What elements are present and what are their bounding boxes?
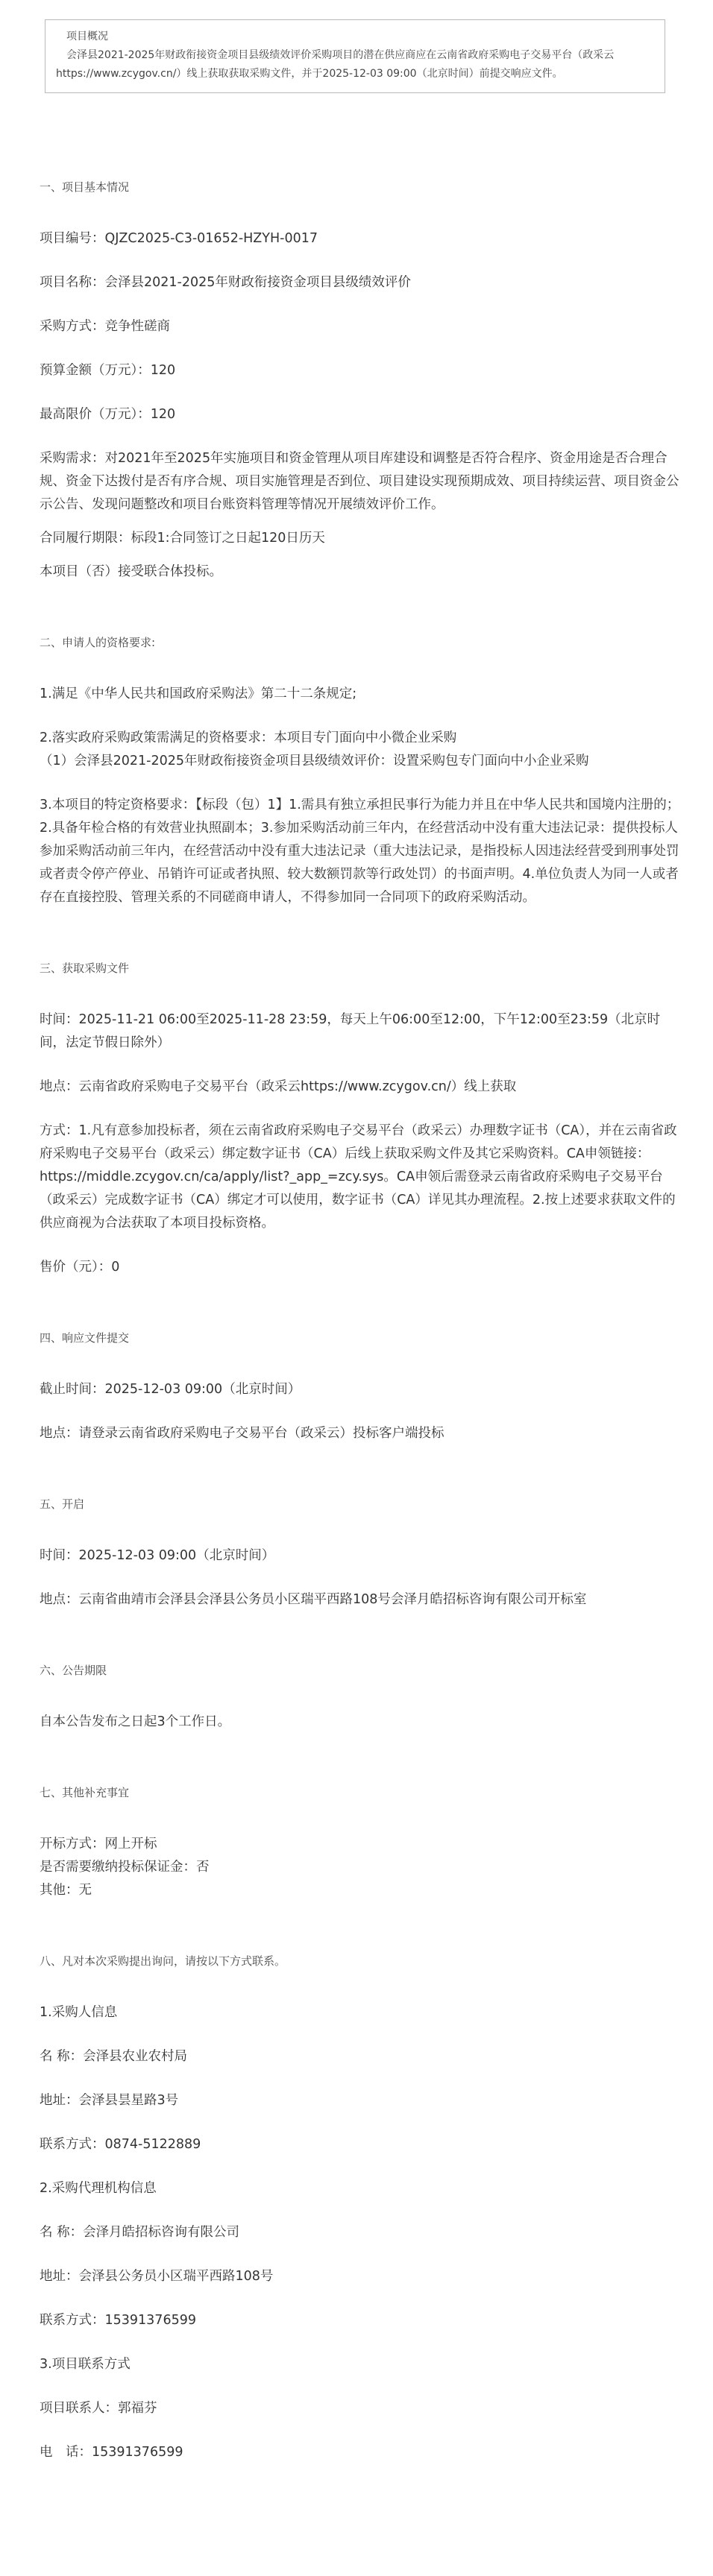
submission-place: 地点：请登录云南省政府采购电子交易平台（政采云）投标客户端投标	[40, 1426, 445, 1441]
buyer-name: 名 称：会泽县农业农村局	[40, 2049, 188, 2064]
procurement-method: 采购方式：竞争性磋商	[40, 319, 170, 334]
agent-info-heading: 2.采购代理机构信息	[40, 2181, 157, 2196]
section-heading-obtain-docs: 三、获取采购文件	[40, 962, 130, 975]
agent-phone: 联系方式：15391376599	[40, 2313, 196, 2328]
max-price: 最高限价（万元）：120	[40, 407, 176, 422]
other-matters: 其他：无	[40, 1883, 92, 1898]
obtain-place: 地点：云南省政府采购电子交易平台（政采云https://www.zcygov.cn/）线上获取	[40, 1079, 517, 1094]
budget-amount: 预算金额（万元）：120	[40, 363, 176, 378]
agent-name: 名 称：会泽月皓招标咨询有限公司	[40, 2225, 240, 2240]
qualification-2-item: （1）会泽县2021-2025年财政衔接资金项目县级绩效评价：设置采购包专门面向中小企业采购	[40, 754, 589, 768]
opening-method: 开标方式：网上开标	[40, 1837, 157, 1852]
submission-deadline: 截止时间：2025-12-03 09:00（北京时间）	[40, 1382, 301, 1397]
notice-period-text: 自本公告发布之日起3个工作日。	[40, 1714, 231, 1729]
project-name: 项目名称：会泽县2021-2025年财政衔接资金项目县级绩效评价	[40, 275, 411, 290]
project-contact-person: 项目联系人：郭福芬	[40, 2401, 157, 2416]
buyer-phone: 联系方式：0874-5122889	[40, 2137, 201, 2152]
project-code: 项目编号：QJZC2025-C3-01652-HZYH-0017	[40, 231, 318, 246]
consortium-note: 本项目（否）接受联合体投标。	[40, 564, 222, 579]
document-price: 售价（元）：0	[40, 1260, 120, 1275]
project-contact-heading: 3.项目联系方式	[40, 2357, 131, 2372]
project-contact-phone: 电 话：15391376599	[40, 2445, 183, 2460]
opening-time: 时间：2025-12-03 09:00（北京时间）	[40, 1548, 275, 1563]
opening-place: 地点：云南省曲靖市会泽县会泽县公务员小区瑞平西路108号会泽月皓招标咨询有限公司开标室	[40, 1592, 587, 1607]
section-heading-opening: 五、开启	[40, 1497, 85, 1511]
buyer-address: 地址：会泽县昙星路3号	[40, 2093, 179, 2108]
qualification-1: 1.满足《中华人民共和国政府采购法》第二十二条规定;	[40, 686, 357, 701]
section-heading-contacts: 八、凡对本次采购提出询问，请按以下方式联系。	[40, 1954, 286, 1968]
qualification-3: 3.本项目的特定资格要求：【标段（包）1】1.需具有独立承担民事行为能力并且在中华人民共和国境内注册的；2.具备年检合格的有效营业执照副本；3.参加采购活动前三年内，在经营活动中没有重大违法记录：提供投标人参加采购活动前三年内，在经营活动中没有重大违法记录（重大违法记录，是指投标人因违法经营受到刑事处罚或者责令停产停业、吊销许可证或者执照、较大数额罚款等行政处罚）的书面声明。4.单位负责人为同一人或者存在直接控股、管理关系的不同磋商申请人，不得参加同一合同项下的政府采购活动。	[40, 798, 680, 905]
summary-text: 会泽县2021-2025年财政衔接资金项目县级绩效评价采购项目的潜在供应商应在云南省政府采购电子交易平台（政采云https://www.zcygov.cn/）线上获取获取采购文件，并于2025-12-03 09:00（北京时间）前提交响应文件。	[56, 49, 615, 80]
project-summary-box	[45, 19, 665, 93]
deposit-required: 是否需要缴纳投标保证金：否	[40, 1860, 210, 1875]
summary-title: 项目概况	[66, 31, 108, 42]
buyer-info-heading: 1.采购人信息	[40, 2005, 118, 2020]
obtain-method: 方式：1.凡有意参加投标者，须在云南省政府采购电子交易平台（政采云）办理数字证书（CA），并在云南省政府采购电子交易平台（政采云）绑定数字证书（CA）后线上获取采购文件及其它采购资料。CA申领链接：https://middle.zcygov.cn/ca/apply/list?_app_=zcy.sys。CA申领后需登录云南省政府采购电子交易平台（政采云）完成数字证书（CA）绑定才可以使用，数字证书（CA）详见其办理流程。2.按上述要求获取文件的供应商视为合法获取了本项目投标资格。	[40, 1123, 677, 1231]
procurement-demand: 采购需求：对2021年至2025年实施项目和资金管理从项目库建设和调整是否符合程序、资金用途是否合理合规、资金下达拨付是否有序合规、项目实施管理是否到位、项目建设实现预期成效、项目持续运营、项目资金公示公告、发现问题整改和项目台账资料管理等情况开展绩效评价工作。	[40, 451, 679, 512]
section-heading-basic-info: 一、项目基本情况	[40, 180, 130, 194]
agent-address: 地址：会泽县公务员小区瑞平西路108号	[40, 2269, 274, 2284]
section-heading-other: 七、其他补充事宜	[40, 1786, 130, 1799]
section-heading-qualifications: 二、申请人的资格要求:	[40, 636, 156, 649]
contract-period: 合同履行期限：标段1:合同签订之日起120日历天	[40, 531, 325, 546]
section-heading-submission: 四、响应文件提交	[40, 1331, 130, 1345]
obtain-time: 时间：2025-11-21 06:00至2025-11-28 23:59，每天上午06:00至12:00，下午12:00至23:59（北京时间，法定节假日除外）	[40, 1012, 661, 1050]
announcement-content	[40, 179, 681, 2464]
section-heading-notice-period: 六、公告期限	[40, 1664, 107, 1677]
qualification-2: 2.落实政府采购政策需满足的资格要求：本项目专门面向中小微企业采购	[40, 730, 457, 745]
